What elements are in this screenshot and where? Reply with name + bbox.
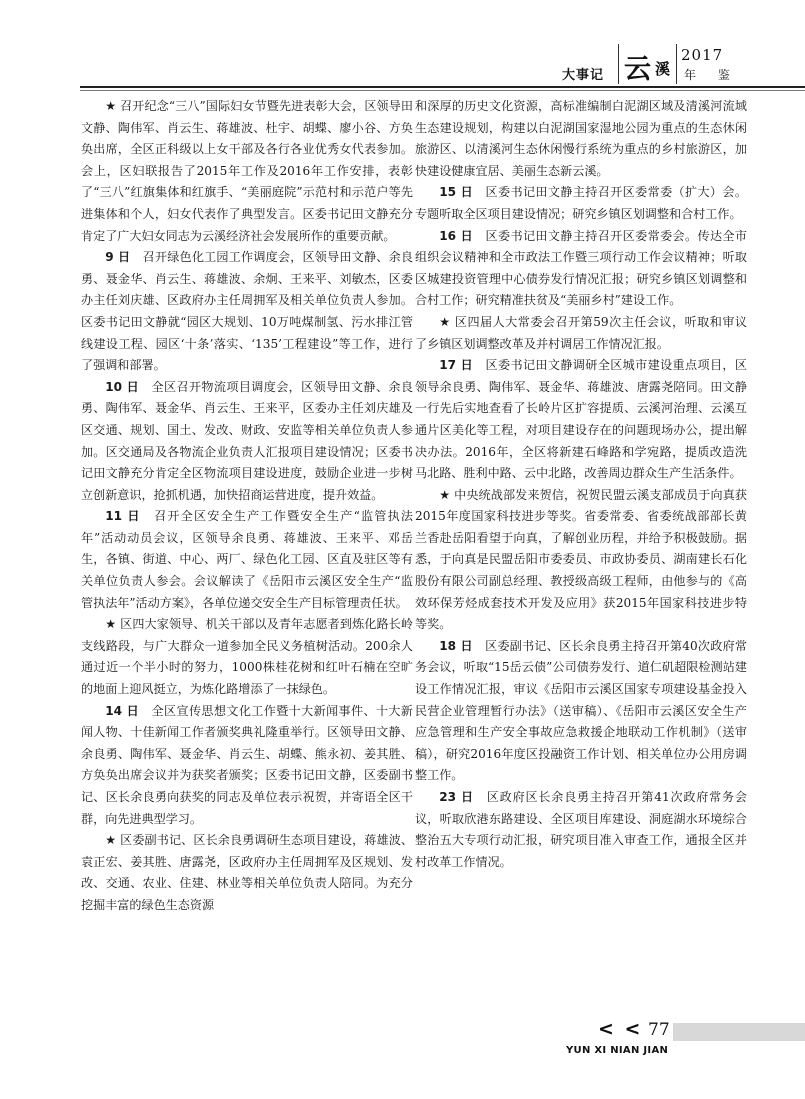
right-column	[415, 96, 747, 873]
entry-text: 区政府区长余良勇主持召开第41次政府常务会议，听取欣港东路建设、全区项目库建设、洞庭湖水环境综合整治五大专项行动汇报，研究项目准入审查工作，通报全区并村改革工作情况。	[415, 790, 747, 869]
entry-paragraph	[81, 830, 413, 916]
page-header	[0, 0, 805, 92]
entry-paragraph	[415, 355, 747, 485]
entry-text: 全区宣传思想文化工作暨十大新闻事件、十大新闻人物、十佳新闻工作者颁奖典礼隆重举行。区领导田文静、余良勇、陶伟军、聂金华、肖云生、胡蝶、熊永初、姜其胜、方奂奂出席会议并为获奖者颁奖；区委书记田文静，区委副书记、区长余良勇向获奖的同志及单位表示祝贺，并寄语全区干群，向先进典型学习。	[81, 703, 413, 826]
star-icon: ★	[105, 99, 121, 113]
entry-paragraph	[81, 701, 413, 831]
entry-text: 区委副书记、区长余良勇调研生态项目建设，蒋雄波、袁正宏、姜其胜、唐露尧，区政府办主任周拥军及区规划、发改、交通、农业、住建、林业等相关单位负责人陪同。为充分挖掘丰富的绿色生态资源	[81, 833, 413, 912]
entry-text: 和深厚的历史文化资源，高标准编制白泥湖区域及清溪河流域生态建设规划，构建以白泥湖国家湿地公园为重点的生态休闲旅游区、以清溪河生态休闲慢行系统为重点的乡村旅游区，加快建设健康宜居、美丽生态新云溪。	[415, 99, 747, 178]
footer-bar	[673, 1023, 805, 1041]
logo-main-char: 云	[624, 54, 651, 85]
entry-paragraph	[415, 226, 747, 312]
entry-paragraph	[415, 312, 747, 355]
entry-date: 15 日	[439, 185, 474, 200]
entry-paragraph	[81, 377, 413, 507]
entry-text: 区委书记田文静主持召开区委常委会。传达全市组织会议精神和全市政法工作暨三项行动工作会议精神；听取区城建投资管理中心债券发行情况汇报；研究乡镇区划调整和合村工作；研究精准扶贫及“美丽乡村”建设工作。	[415, 228, 747, 308]
entry-text: 区委副书记、区长余良勇主持召开第40次政府常务会议，听取“15岳云债”公司债券发行、道仁矶超限检测站建设工作情况汇报，审议《岳阳市云溪区国家专项建设基金投入民营企业管理暂行办法》（送审稿）、《岳阳市云溪区安全生产应急管理和生产安全事故应急救援企地联动工作机制》（送审稿），研究2016年度区投融资工作计划、相关单位办公用房调整工作。	[415, 638, 747, 783]
entry-date: 16 日	[439, 228, 474, 243]
left-column	[81, 96, 413, 917]
page-arrows-icon: < <	[598, 1018, 643, 1040]
entry-date: 18 日	[439, 638, 473, 653]
header-divider	[618, 44, 619, 84]
entry-paragraph	[81, 247, 413, 377]
entry-text: 中央统战部发来贺信，祝贺民盟云溪支部成员于向真获2015年度国家科技进步等奖。省委常委、省委统战部部长黄兰香赴岳阳看望于向真，了解创业历程，并给予积极鼓励。据悉，于向真是民盟岳阳市委委员、市政协委员、湖南建长石化股份有限公司副总经理、教授级高级工程师，由他参与的《高效环保芳烃成套技术开发及应用》获2015年国家科技进步特等奖。	[415, 487, 747, 632]
entry-paragraph	[415, 96, 747, 182]
header-rule	[80, 86, 805, 88]
logo-sub-char: 溪	[655, 60, 671, 78]
star-icon: ★	[105, 833, 121, 848]
entry-paragraph	[415, 636, 747, 787]
entry-text: 区四届人大常委会召开第59次主任会议，听取和审议了乡镇区划调整改革及并村调居工作情况汇报。	[415, 314, 748, 351]
entry-paragraph	[415, 182, 747, 225]
entry-text: 召开纪念“三八”国际妇女节暨先进表彰大会，区领导田文静、陶伟军、肖云生、蒋雄波、杜宇、胡蝶、廖小谷、方奂奂出席，全区正科级以上女干部及各行各业优秀女代表参加。会上，区妇联报告了2015年工作及2016年工作安排，表彰了“三八”红旗集体和红旗手、“美丽庭院”示范村和示范户等先进集体和个人，妇女代表作了典型发言。区委书记田文静充分肯定了广大妇女同志为云溪经济社会发展所作的重要贡献。	[81, 99, 413, 243]
section-title: 大事记	[562, 68, 605, 83]
header-rule-thin	[80, 90, 805, 91]
entry-date: 14 日	[105, 703, 140, 718]
entry-text: 区四大家领导、机关干部以及青年志愿者到炼化路长岭支线路段，与广大群众一道参加全民义务植树活动。200余人通过近一个半小时的努力，1000株桂花树和红叶石楠在空旷的地面上迎风挺立，为炼化路增添了一抹绿色。	[81, 617, 413, 697]
page-footer	[560, 1018, 805, 1068]
entry-text: 召开绿色化工园工作调度会，区领导田文静、余良勇、聂金华、肖云生、蒋雄波、余炯、王来平、刘敏杰，区委办主任刘庆雄、区政府办主任周拥军及相关单位负责人参加。区委书记田文静就“园区大规划、10万吨煤制氢、污水排江管线建设工程、园区‘十条’落实、‘135’工程建设”等工作，进行了强调和部署。	[81, 250, 413, 373]
page-number: 77	[648, 1020, 670, 1040]
entry-paragraph	[81, 614, 413, 700]
entry-text: 区委书记田文静调研全区城市建设重点项目，区领导余良勇、陶伟军、聂金华、蒋雄波、唐露尧陪同。田文静一行先后实地查看了长岭片区扩容提质、云溪河治理、云溪互通片区美化等工程，对项目建设存在的问题现场办公，提出解决办法。2016年，全区将新建石峰路和学宛路，提质改造洗马北路、胜利中路、云中北路，改善周边群众生产生活条件。	[415, 358, 747, 481]
entry-date: 9 日	[105, 250, 131, 265]
entry-paragraph	[415, 485, 747, 636]
entry-text: 召开全区安全生产工作暨安全生产“监管执法年”活动动员会议，区领导余良勇、蒋雄波、王来平、邓岳生，各镇、街道、中心、两厂、绿色化工园、区直及驻区等有关单位负责人参会。会议解读了《岳阳市云溪区安全生产“监管执法年”活动方案》，各单位递交安全生产目标管理责任状。	[81, 509, 413, 610]
entry-paragraph	[415, 787, 747, 873]
star-icon: ★	[439, 314, 455, 329]
yearbook-year: 2017	[681, 46, 724, 64]
entry-date: 11 日	[105, 509, 141, 524]
entry-date: 23 日	[439, 790, 474, 804]
yearbook-suffix: 年 鉴	[684, 68, 739, 82]
entry-paragraph	[81, 96, 413, 247]
star-icon: ★	[105, 617, 121, 632]
entry-text: 区委书记田文静主持召开区委常委（扩大）会。专题听取全区项目建设情况；研究乡镇区划调整和合村工作。	[415, 185, 747, 221]
header-divider-2	[676, 44, 677, 84]
entry-text: 全区召开物流项目调度会，区领导田文静、余良勇、陶伟军、聂金华、肖云生、王来平，区委办主任刘庆雄及区交通、规划、国土、发改、财政、安监等相关单位负责人参加。区交通局及各物流企业负责人汇报项目建设情况；区委书记田文静充分肯定全区物流项目建设进度，鼓励企业进一步树立创新意识，抢抓机遇，加快招商运营进度，提升效益。	[81, 379, 413, 502]
entry-date: 17 日	[439, 358, 474, 373]
entry-paragraph	[81, 506, 413, 614]
star-icon: ★	[439, 487, 455, 502]
footer-pinyin: YUN XI NIAN JIAN	[566, 1045, 669, 1056]
entry-date: 10 日	[105, 379, 140, 394]
